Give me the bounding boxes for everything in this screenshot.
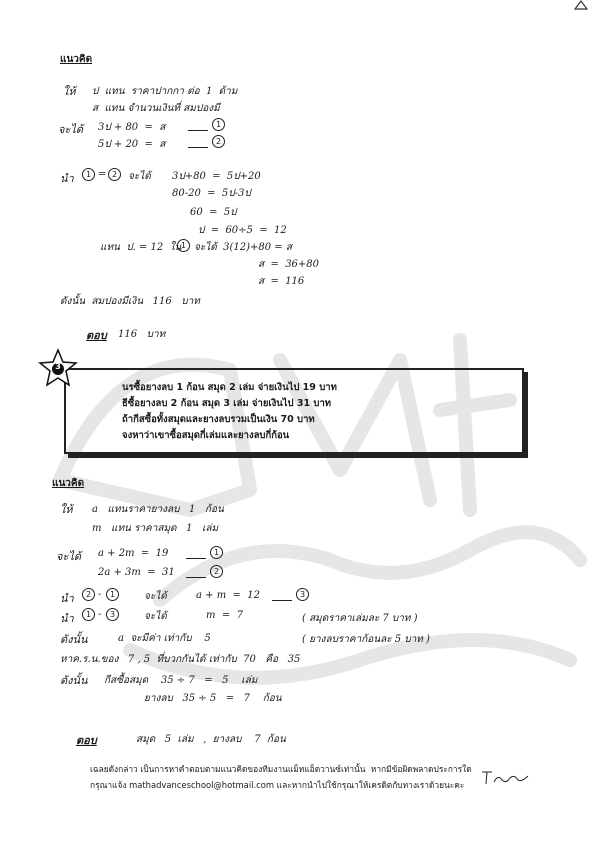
blank-line: [186, 577, 206, 578]
equation-a-number: 1: [210, 546, 223, 559]
step3-intro: นำ: [60, 592, 74, 605]
equation-1: 3ป + 80 = ส: [98, 122, 166, 133]
step4-minus: -: [98, 609, 102, 620]
let-label: ให้: [63, 85, 76, 98]
step4-b: 3: [106, 608, 119, 621]
replace-text: แทน ป. = 12 ใน: [100, 242, 182, 253]
equation-2: 5ป + 20 = ส: [98, 139, 166, 150]
section2-heading: แนวคิด: [52, 478, 85, 489]
answer-label-2: ตอบ: [76, 734, 97, 747]
blank-line: [186, 558, 206, 559]
blank-line: [272, 600, 292, 601]
subtract-a: 1: [82, 168, 95, 181]
equation-2-number: 2: [212, 135, 225, 148]
subtract-b: 2: [108, 168, 121, 181]
let-s-line: ส แทน จำนวนเงินที่ สมปองมี: [92, 103, 220, 114]
replace-number: 1: [177, 239, 190, 252]
footer-line-2: กรุณาแจ้ง mathadvanceschool@hotmail.com และหากนำไปใช้กรุณาให้เครดิตกับทางเราด้วยนะคะ: [90, 780, 465, 790]
step4-get: จะได้: [144, 611, 167, 622]
buy-notebook-line: กีสซื้อสมุด 35 ÷ 7 = 5 เล่ม: [104, 675, 258, 686]
equation-b-number: 2: [210, 565, 223, 578]
section1-heading: แนวคิด: [60, 54, 93, 65]
conclusion: ดังนั้น สมปองมีเงิน 116 บาท: [60, 296, 200, 307]
problem-number: 3: [55, 362, 61, 371]
problem-line-2: ธีซื้อยางลบ 2 ก้อน สมุด 3 เล่ม จ่ายเงินไป 31 บาท: [122, 398, 332, 409]
solve-step-6: ส = 116: [258, 276, 305, 287]
subtract-equals: =: [98, 169, 107, 180]
solve-step-5: ส = 36+80: [258, 259, 320, 270]
get-label-2: จะได้: [56, 550, 82, 563]
step3-minus: -: [98, 589, 102, 600]
lcm-line: หาค.ร.น.ของ 7 , 5 ที่บวกกันได้ เท่ากับ 70 คือ 35: [60, 654, 301, 665]
subtract-get: จะได้: [128, 171, 151, 182]
solve-step-4: ป = 60÷5 = 12: [198, 225, 287, 236]
let-a-line: a แทนราคายางลบ 1 ก้อน: [92, 504, 224, 515]
step4-intro: นำ: [60, 612, 74, 625]
equation-1-number: 1: [212, 118, 225, 131]
corner-mark: [574, 0, 588, 10]
answer-value: 116 บาท: [118, 329, 166, 340]
buy-therefore: ดังนั้น: [60, 674, 88, 687]
solve-step-2: 80-20 = 5ป-3ป: [172, 188, 251, 199]
blank-line: [188, 147, 208, 148]
step5-note: ( ยางลบราคาก้อนละ 5 บาท ): [302, 634, 430, 645]
step3-b: 1: [106, 588, 119, 601]
buy-eraser-line: ยางลบ 35 ÷ 5 = 7 ก้อน: [144, 693, 282, 704]
step5-therefore: ดังนั้น: [60, 633, 88, 646]
subtract-intro: นำ: [60, 172, 74, 185]
blank-line: [188, 130, 208, 131]
step4-note: ( สมุดราคาเล่มละ 7 บาท ): [302, 613, 418, 624]
equation-b: 2a + 3m = 31: [98, 567, 175, 578]
step5-equation: a จะมีค่า เท่ากับ 5: [118, 633, 211, 644]
problem-line-4: จงหาว่าเขาซื้อสมุดกี่เล่มและยางลบกี่ก้อน: [122, 430, 290, 441]
step4-equation: m = 7: [206, 610, 243, 621]
signature: [478, 768, 530, 788]
step4-a: 1: [82, 608, 95, 621]
equation-a: a + 2m = 19: [98, 548, 169, 559]
footer-line-1: เฉลยดังกล่าว เป็นการหาคำตอบตามแนวคิดของทีมงานแม็ทแอ็ดวานซ์เท่านั้น หากมีข้อผิดพลาดประการใด: [90, 764, 472, 774]
problem-line-3: ถ้ากีสซื้อทั้งสมุดและยางลบรวมเป็นเงิน 70 บาท: [122, 414, 315, 425]
answer-value-2: สมุด 5 เล่ม , ยางลบ 7 ก้อน: [136, 734, 286, 745]
step3-number: 3: [296, 588, 309, 601]
solve-step-1: 3ป+80 = 5ป+20: [172, 171, 261, 182]
answer-label: ตอบ: [86, 329, 107, 342]
step3-get: จะได้: [144, 591, 167, 602]
step3-equation: a + m = 12: [196, 590, 260, 601]
problem-line-1: นรซื้อยางลบ 1 ก้อน สมุด 2 เล่ม จ่ายเงินไป 19 บาท: [122, 382, 337, 393]
let-m-line: m แทน ราคาสมุด 1 เล่ม: [92, 523, 219, 534]
solve-step-3: 60 = 5ป: [190, 207, 237, 218]
let-label-2: ให้: [60, 503, 73, 516]
let-p-line: ป แทน ราคาปากกา ต่อ 1 ด้าม: [92, 86, 238, 97]
replace-get: จะได้ 3(12)+80 = ส: [194, 242, 292, 253]
problem-box: [64, 368, 524, 454]
step3-a: 2: [82, 588, 95, 601]
get-label: จะได้: [58, 123, 84, 136]
